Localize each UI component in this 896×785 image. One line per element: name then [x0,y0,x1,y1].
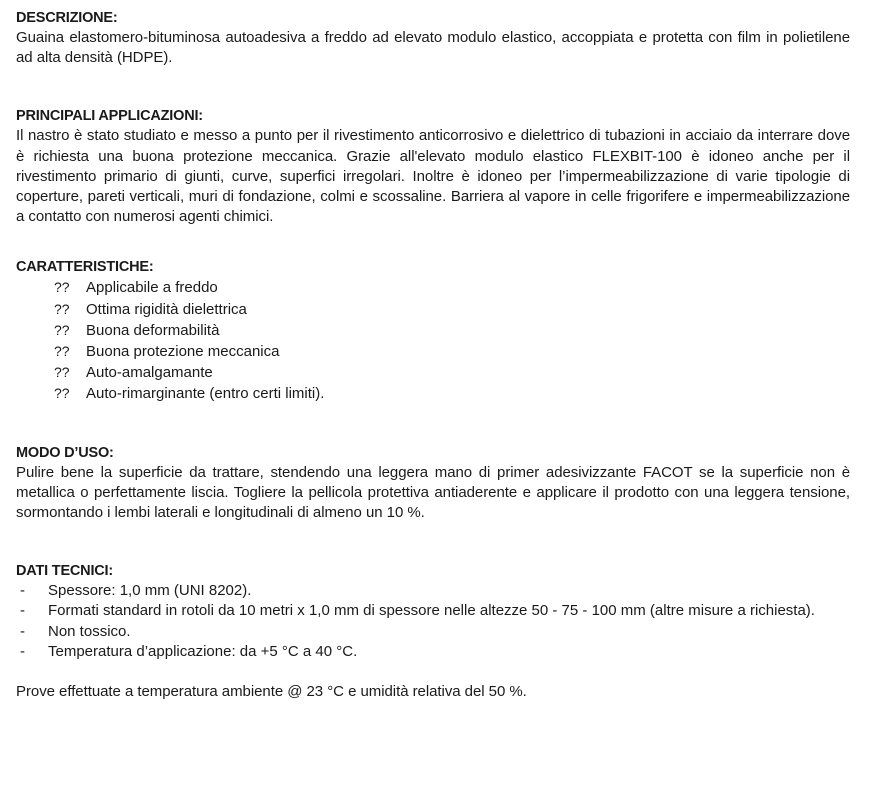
hyphen-marker-icon: - [20,642,25,660]
section-heading-modo-uso: MODO D’USO: [16,444,114,461]
list-item-label: Temperatura d’applicazione: da +5 °C a 40 °C. [48,642,358,660]
bullet-marker-icon: ?? [54,300,70,317]
section-heading-applicazioni: PRINCIPALI APPLICAZIONI: [16,108,203,125]
list-item-label: Non tossico. [48,622,131,640]
list-item [16,341,850,362]
list-item-label: Ottima rigidità dielettrica [86,300,247,318]
list-item [16,299,850,320]
section-heading-dati-tecnici: DATI TECNICI: [16,563,114,580]
caratteristiche-list [16,277,850,404]
dati-tecnici-list [16,581,850,662]
bullet-marker-icon: ?? [54,321,70,338]
list-item [16,383,850,404]
bullet-marker-icon: ?? [54,364,70,381]
hyphen-marker-icon: - [20,582,25,600]
dati-tecnici-footnote: Prove effettuate a temperatura ambiente @ 23 °C e umidità relativa del 50 %. [16,683,527,701]
spacer [16,523,850,561]
list-item-label: Buona protezione meccanica [86,343,280,361]
bullet-marker-icon: ?? [54,279,70,296]
hyphen-marker-icon: - [20,602,25,620]
section-body-descrizione: Guaina elastomero-bituminosa autoadesiva a freddo ad elevato modulo elastico, accoppiata e protetta con film in polietilene ad alta densità (HDPE). [16,29,850,67]
section-modo-uso [16,443,850,524]
list-item-label: Buona deformabilità [86,321,220,339]
spacer [16,405,850,443]
section-descrizione [16,8,850,68]
list-item-label: Auto-amalgamante [86,364,213,382]
list-item-label: Spessore: 1,0 mm (UNI 8202). [48,582,252,600]
list-item [16,362,850,383]
list-item-label: Auto-rimarginante (entro certi limiti). [86,385,325,403]
list-item-label: Applicabile a freddo [86,279,218,297]
list-item [16,320,850,341]
list-item [16,622,850,642]
section-applicazioni [16,106,850,227]
bullet-marker-icon: ?? [54,385,70,402]
section-caratteristiche [16,257,850,404]
section-dati-tecnici [16,561,850,702]
section-body-modo-uso: Pulire bene la superficie da trattare, stendendo una leggera mano di primer adesivizzante FACOT se la superficie non è metallica o perfettamente liscia. Togliere la pellicola protettiva antiaderente e applicare il prodotto con una leggera tensione, sormontando i lembi laterali e longitudinali di almeno un 10 %. [16,463,850,522]
list-item [16,581,850,601]
list-item [16,601,850,621]
section-body-applicazioni: Il nastro è stato studiato e messo a punto per il rivestimento anticorrosivo e dielettrico di tubazioni in acciaio da interrare dove è richiesta una buona protezione meccanica. Grazie all'elevato modulo elastico FLEXBIT-100 è idoneo anche per il rivestimento primario di giunti, curve, superfici irregolari. Inoltre è idoneo per l’impermeabilizzazione di varie tipologie di coperture, pareti verticali, muri di fondazione, colmi e scossaline. Barriera al vapore in celle frigorifere e impermeabilizzazione a contatto con numerosi agenti chimici. [16,127,850,226]
bullet-marker-icon: ?? [54,343,70,360]
spacer [16,662,850,682]
section-heading-descrizione: DESCRIZIONE: [16,10,118,26]
spacer [16,68,850,106]
list-item-label: Formati standard in rotoli da 10 metri x 1,0 mm di spessore nelle altezze 50 - 75 - 100 mm (altre misure a richiesta). [48,602,815,620]
list-item [16,642,850,662]
spacer [16,227,850,257]
section-heading-caratteristiche: CARATTERISTICHE: [16,259,154,276]
hyphen-marker-icon: - [20,622,25,640]
list-item [16,277,850,298]
